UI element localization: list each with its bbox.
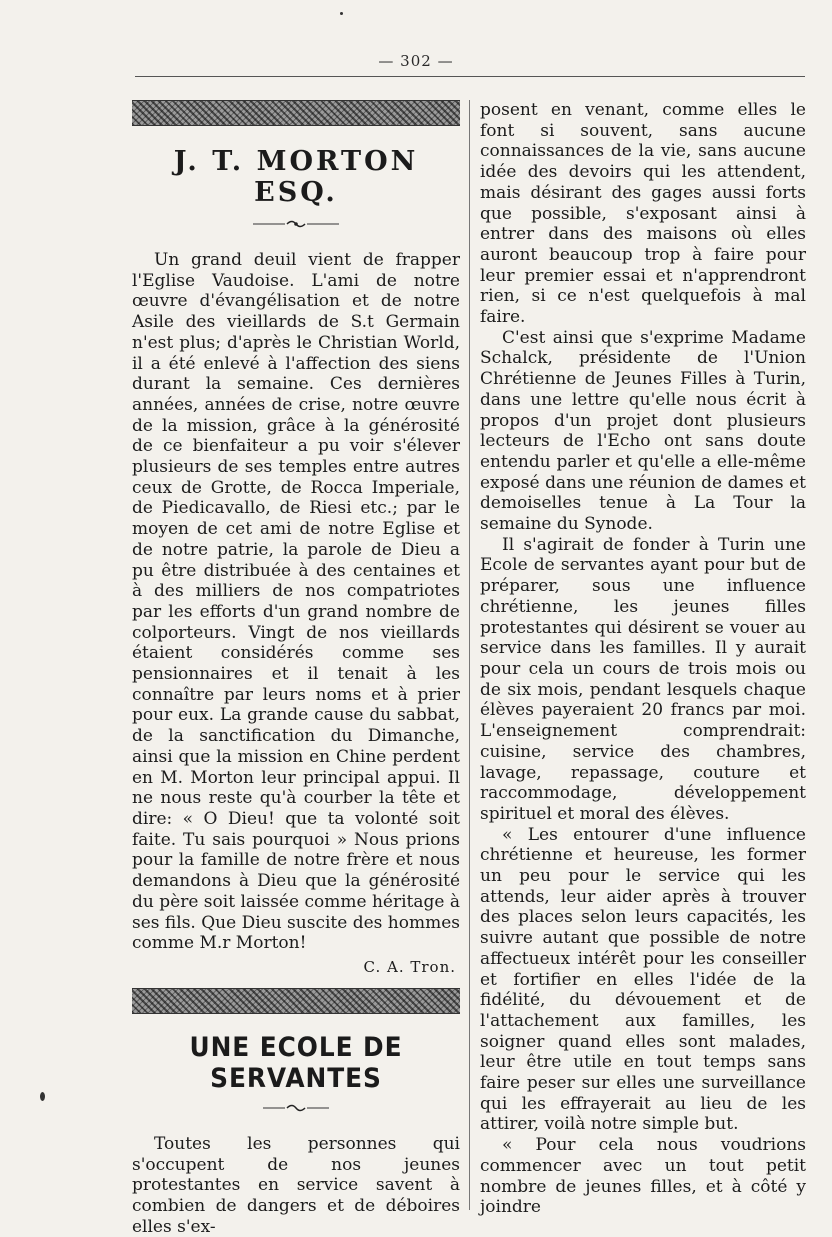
morton-paragraph: Un grand deuil vient de frapper l'Eglise Vaudoise. L'ami de notre œuvre d'évangélisation et de notre Asile des vieillards de S.t Germain n'est plus; d'après le Christian World, il a été enlevé à l'affection des siens durant la semaine. Ces dernières années, années de crise, notre œuvre de la mission, grâce à la générosité de ce bienfaiteur a pu voir s'élever plusieurs de ses temples entre autres ceux de Grotte, de Rocca Imperiale, de Piedicavallo, de Riesi etc.; par le moyen de cet ami de notre Eglise et de notre patrie, la parole de Dieu a pu être distribuée à des centaines et à des milliers de nos compatriotes par les efforts d'un grand nombre de colporteurs. Vingt de nos vieillards étaient considérés comme ses pensionnaires et il tenait à les connaître par leurs noms et à prier pour eux. La grande cause du sabbat, de la sanctification du Dimanche, ainsi que la mission en Chine perdent en M. Morton leur principal appui. Il ne nous reste qu'à courber la tête et dire: « O Dieu! que ta volonté soit faite. Tu sais pourquoi » Nous prions pour la famille de notre frère et nous demandons à Dieu que la générosité du père soit laissée comme héritage à ses fils. Que Dieu suscite des hommes comme M.r Morton! [132,250,460,954]
page-number: — 302 — [378,52,454,70]
flourish-divider-icon [132,216,460,232]
ornament-band-top [132,100,460,126]
top-rule [135,76,805,77]
signature: C. A. Tron. [363,957,456,976]
servantes-paragraph-3: Il s'agirait de fonder à Turin une Ecole de servantes ayant pour but de préparer, sous une influence chrétienne, les jeunes filles protestantes qui désirent se vouer au service dans les familles. Il y aurait pour cela un cours de trois mois ou de six mois, pendant lesquels chaque élèves payeraient 20 francs par moi. L'enseignement comprendrait: cuisine, service des chambres, lavage, repassage, couture et raccommodage, développement spirituel et moral des élèves. [480,534,806,824]
article-body-morton [132,250,460,954]
article-title-servantes: UNE ECOLE DE SERVANTES [189,1031,403,1094]
article-body-servantes-continued [480,100,806,1218]
flourish-divider-icon [132,1100,460,1116]
servantes-paragraph-2: C'est ainsi que s'exprime Madame Schalck, présidente de l'Union Chrétienne de Jeunes Filles à Turin, dans une lettre qu'elle nous écrit à propos d'un projet dont plusieurs lecteurs de l'Echo ont sans doute entendu parler et qu'elle a elle-même exposé dans une réunion de dames et demoiselles tenue à La Tour la semaine du Synode. [480,327,806,535]
servantes-paragraph-4: « Les entourer d'une influence chrétienne et heureuse, les former un peu pour le service qui les attends, leur aider après à trouver des places selon leurs capacités, les suivre autant que possible de notre affectueux intérêt pour les conseiller et fortifier en elles l'idée de la fidélité, du dévouement et de l'attachement aux familles, les soigner quand elles sont malades, leur être utile en tout temps sans faire peser sur elles une surveillance qui les effrayerait au lieu de les attirer, voilà notre simple but. [480,824,806,1135]
ornament-band-middle [132,988,460,1014]
servantes-paragraph-5: « Pour cela nous voudrions commencer avec un tout petit nombre de jeunes filles, et à côté y joindre [480,1135,806,1218]
servantes-paragraph-continued: posent en venant, comme elles le font si souvent, sans aucune connaissances de la vie, sans aucune idée des devoirs qui les attendent, mais désirant des gages aussi forts que possible, s'exposant ainsi à entrer dans des maisons où elles auront beaucoup trop à faire pour leur premier essai et n'apprendront rien, si ce n'est quelquefois à mal faire. [480,100,806,328]
right-column [480,100,806,1218]
article-title-morton: J. T. MORTON ESQ. [173,146,419,208]
ink-speck [340,12,343,15]
article-body-servantes-start [132,1134,460,1237]
left-column [132,100,460,1237]
ink-speck [40,1092,45,1101]
servantes-paragraph-start: Toutes les personnes qui s'occupent de nos jeunes protestantes en service savent à combien de dangers et de déboires elles s'ex- [132,1133,460,1237]
column-divider [469,100,470,1210]
